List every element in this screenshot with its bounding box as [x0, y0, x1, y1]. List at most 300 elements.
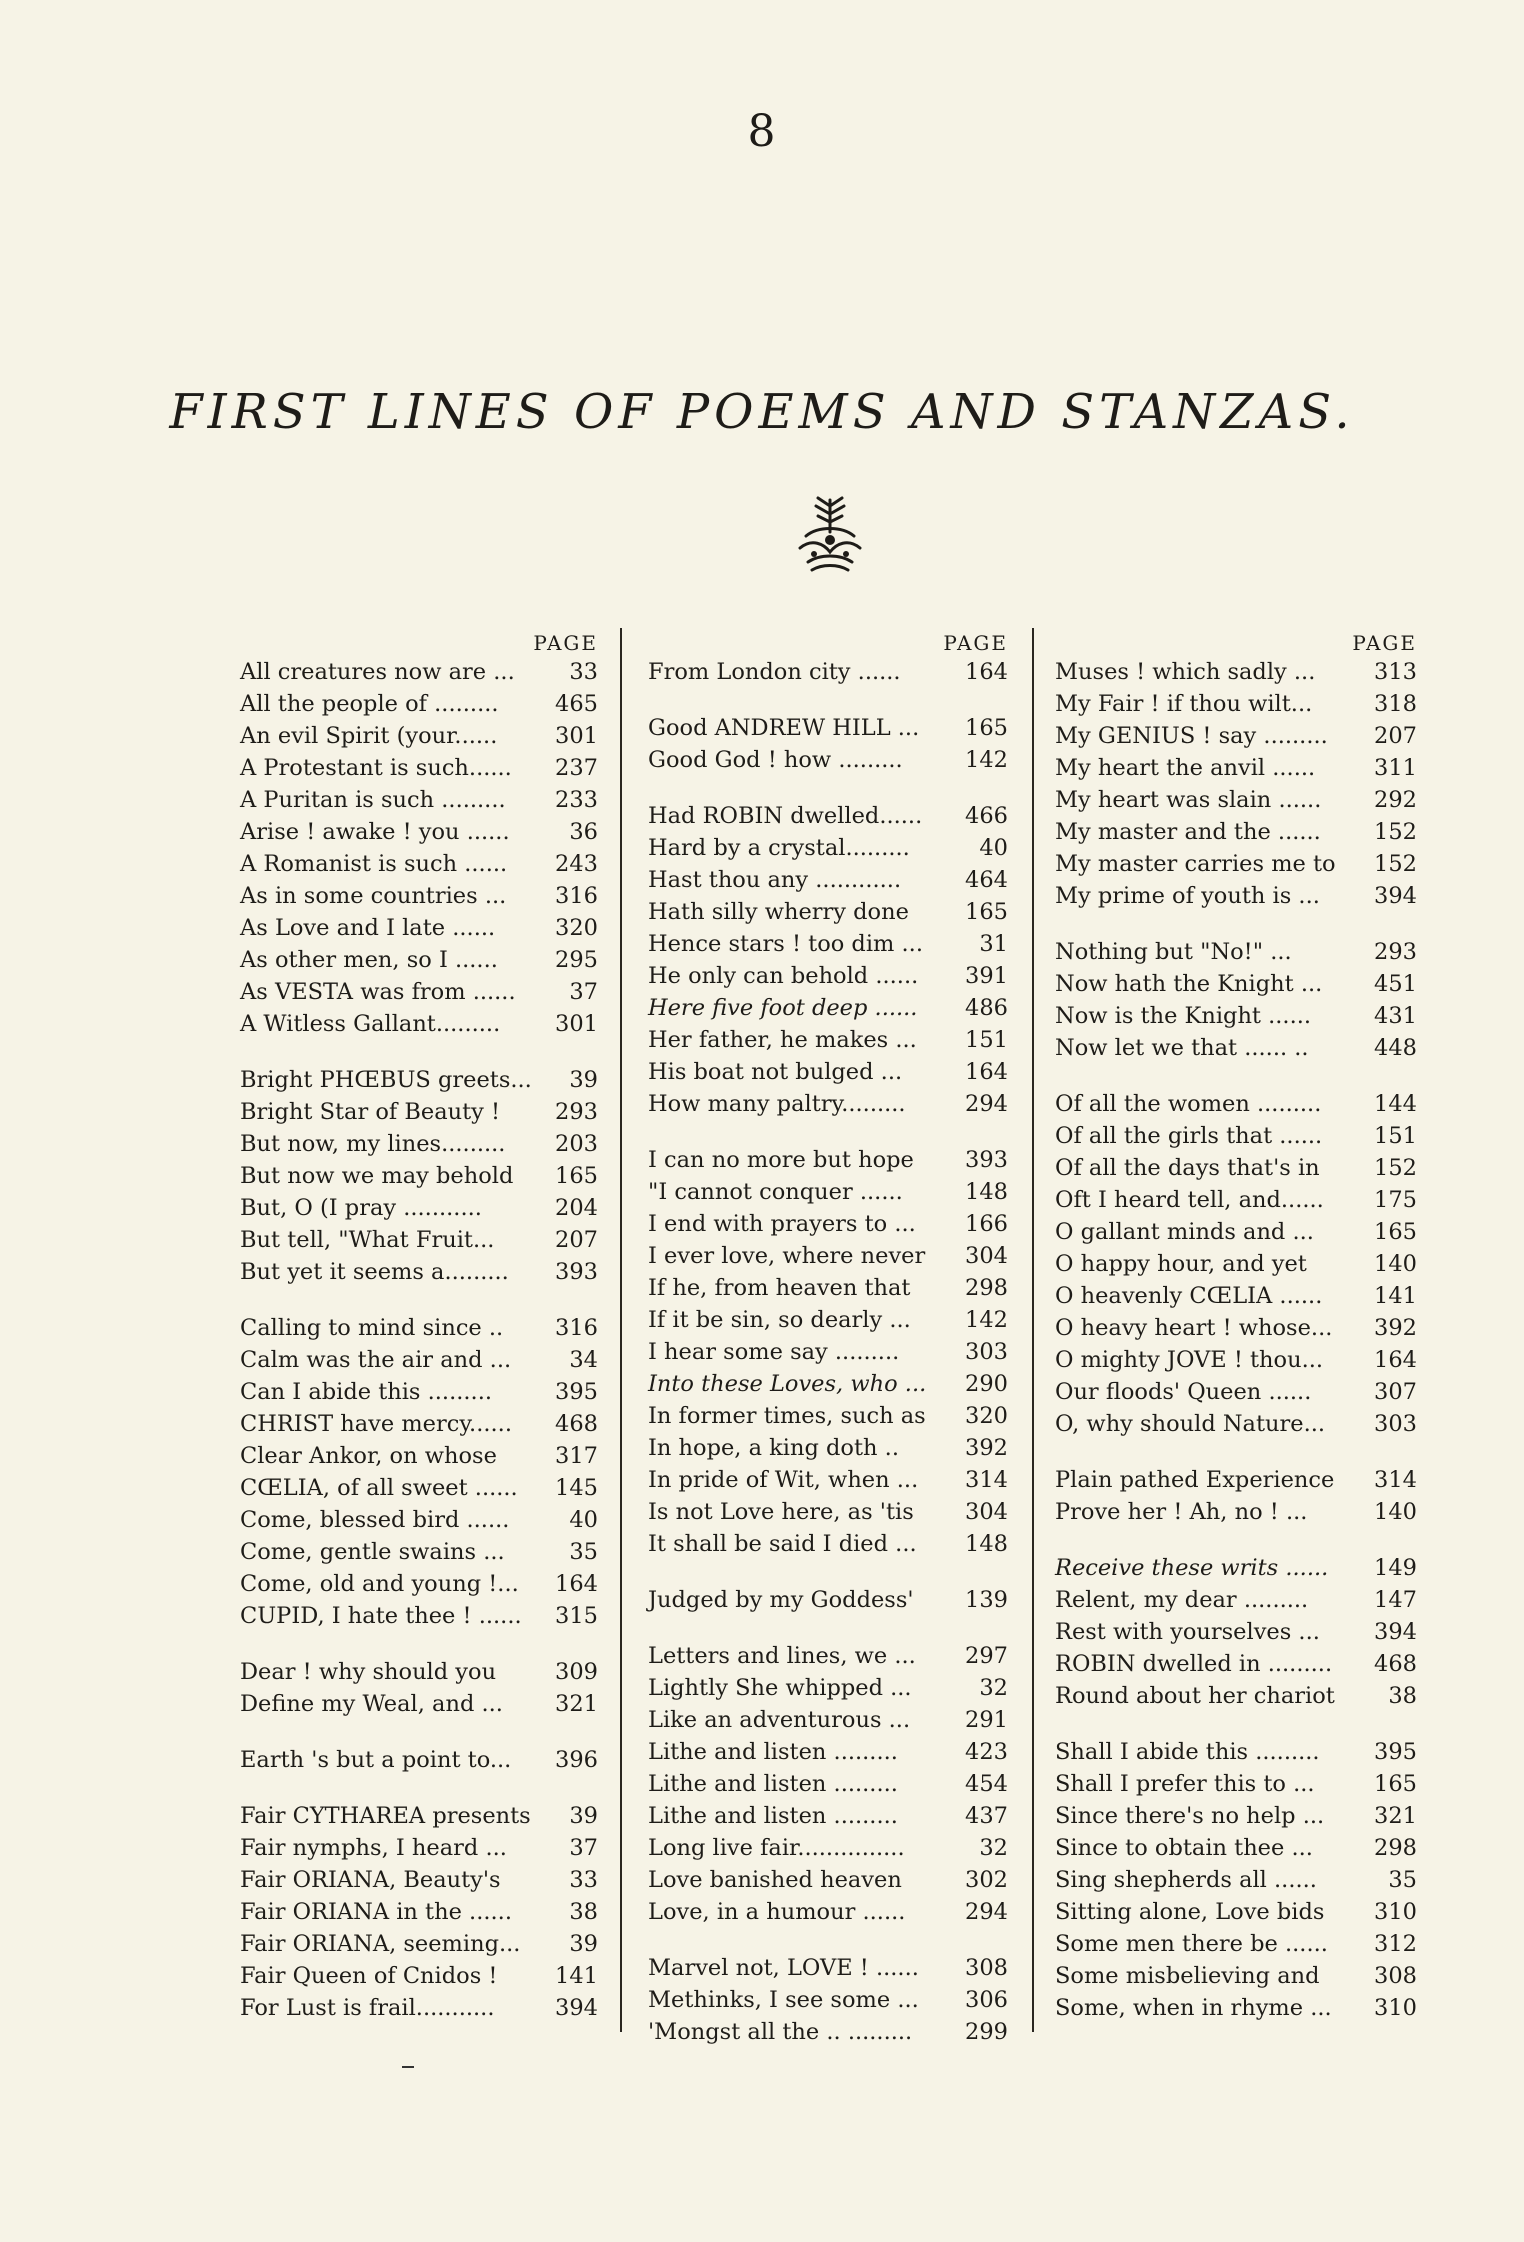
index-entry	[648, 1832, 1008, 1864]
first-line-text: O mighty JOVE ! thou...	[1055, 1347, 1324, 1373]
footer-mark	[402, 2066, 414, 2068]
index-entry	[648, 1208, 1008, 1240]
index-entry	[1055, 936, 1417, 968]
index-column-2	[648, 630, 1008, 2045]
page-column-header: PAGE	[943, 631, 1008, 655]
first-line-text: How many paltry.........	[648, 1091, 906, 1117]
index-entry	[1055, 1152, 1417, 1184]
first-line-text: Long live fair...............	[648, 1835, 905, 1861]
index-entry	[648, 1088, 1008, 1120]
index-entry	[1055, 880, 1417, 912]
page-reference: 310	[1374, 1995, 1417, 2021]
group-spacer	[648, 1928, 1008, 1952]
page-reference: 37	[569, 1835, 598, 1861]
index-entry	[240, 1408, 598, 1440]
page-reference: 464	[965, 867, 1008, 893]
first-line-text: Marvel not, LOVE ! ......	[648, 1955, 919, 1981]
page-reference: 294	[965, 1091, 1008, 1117]
index-entry	[648, 1672, 1008, 1704]
page-reference: 465	[555, 691, 598, 717]
index-entry	[648, 1240, 1008, 1272]
first-line-text: Love, in a humour ......	[648, 1899, 906, 1925]
page-reference: 320	[555, 915, 598, 941]
index-entry	[240, 848, 598, 880]
page-reference: 165	[555, 1163, 598, 1189]
page-reference: 39	[569, 1803, 598, 1829]
page-reference: 391	[965, 963, 1008, 989]
index-entry	[1055, 1960, 1417, 1992]
index-entry	[648, 712, 1008, 744]
first-line-text: It shall be said I died ...	[648, 1531, 917, 1557]
index-entry	[240, 1504, 598, 1536]
group-spacer	[648, 1560, 1008, 1584]
index-entry	[648, 832, 1008, 864]
first-line-text: My heart was slain ......	[1055, 787, 1322, 813]
page-reference: 204	[555, 1195, 598, 1221]
first-line-text: But, O (I pray ...........	[240, 1195, 482, 1221]
group-spacer	[1055, 1528, 1417, 1552]
index-entry	[240, 1536, 598, 1568]
first-line-text: A Protestant is such......	[240, 755, 512, 781]
index-entry	[240, 912, 598, 944]
page-reference: 298	[965, 1275, 1008, 1301]
index-entry	[240, 656, 598, 688]
page-reference: 139	[965, 1587, 1008, 1613]
index-entry	[1055, 1408, 1417, 1440]
index-entry	[648, 1400, 1008, 1432]
first-line-text: In hope, a king doth ..	[648, 1435, 899, 1461]
index-entry	[240, 944, 598, 976]
page-reference: 39	[569, 1067, 598, 1093]
first-line-text: But tell, "What Fruit...	[240, 1227, 495, 1253]
first-line-text: Of all the girls that ......	[1055, 1123, 1323, 1149]
first-line-text: Relent, my dear .........	[1055, 1587, 1309, 1613]
index-entry	[1055, 1248, 1417, 1280]
first-line-text: Lithe and listen .........	[648, 1803, 898, 1829]
first-line-text: But now, my lines.........	[240, 1131, 506, 1157]
index-entry	[1055, 1736, 1417, 1768]
first-line-text: "I cannot conquer ......	[648, 1179, 903, 1205]
index-entry	[648, 1176, 1008, 1208]
page-reference: 304	[965, 1499, 1008, 1525]
page-reference: 164	[965, 659, 1008, 685]
first-line-text: Shall I prefer this to ...	[1055, 1771, 1315, 1797]
page-reference: 165	[1374, 1219, 1417, 1245]
index-entry	[648, 960, 1008, 992]
page-reference: 313	[1374, 659, 1417, 685]
first-line-text: His boat not bulged ...	[648, 1059, 903, 1085]
index-entry	[648, 1432, 1008, 1464]
index-entry	[648, 1144, 1008, 1176]
index-entry	[648, 1528, 1008, 1560]
page-reference: 321	[1374, 1803, 1417, 1829]
page-reference: 431	[1374, 1003, 1417, 1029]
index-entry	[1055, 1032, 1417, 1064]
page-reference: 165	[1374, 1771, 1417, 1797]
index-entry	[240, 1376, 598, 1408]
index-entry	[240, 1656, 598, 1688]
index-entry	[240, 1896, 598, 1928]
first-line-text: In former times, such as	[648, 1403, 926, 1429]
first-line-text: Into these Loves, who ...	[648, 1371, 927, 1397]
first-line-text: Since to obtain thee ...	[1055, 1835, 1313, 1861]
first-line-text: As Love and I late ......	[240, 915, 496, 941]
index-entry	[240, 720, 598, 752]
page-title: FIRST LINES OF POEMS AND STANZAS.	[169, 384, 1355, 440]
page-reference: 315	[555, 1603, 598, 1629]
page-reference: 316	[555, 1315, 598, 1341]
index-entry	[1055, 1000, 1417, 1032]
first-line-text: A Witless Gallant.........	[240, 1011, 501, 1037]
first-line-text: Is not Love here, as 'tis	[648, 1499, 914, 1525]
first-line-text: Come, blessed bird ......	[240, 1507, 510, 1533]
page-reference: 38	[1388, 1683, 1417, 1709]
page-reference: 317	[555, 1443, 598, 1469]
first-line-text: As other men, so I ......	[240, 947, 498, 973]
index-entry	[1055, 1184, 1417, 1216]
page-reference: 392	[965, 1435, 1008, 1461]
first-line-text: Fair CYTHAREA presents	[240, 1803, 531, 1829]
index-entry	[648, 1336, 1008, 1368]
first-line-text: An evil Spirit (your......	[240, 723, 498, 749]
index-entry	[1055, 1648, 1417, 1680]
first-line-text: Now let we that ...... ..	[1055, 1035, 1309, 1061]
first-line-text: Clear Ankor, on whose	[240, 1443, 497, 1469]
first-line-text: I hear some say .........	[648, 1339, 900, 1365]
index-entry	[648, 1584, 1008, 1616]
first-line-text: Her father, he makes ...	[648, 1027, 917, 1053]
index-entry	[648, 1024, 1008, 1056]
first-line-text: In pride of Wit, when ...	[648, 1467, 919, 1493]
first-line-text: Sitting alone, Love bids	[1055, 1899, 1325, 1925]
page-reference: 140	[1374, 1251, 1417, 1277]
page-reference: 151	[1374, 1123, 1417, 1149]
index-entry	[1055, 784, 1417, 816]
page-reference: 423	[965, 1739, 1008, 1765]
first-line-text: CUPID, I hate thee ! ......	[240, 1603, 522, 1629]
page-reference: 293	[1374, 939, 1417, 965]
page-reference: 392	[1374, 1315, 1417, 1341]
page-reference: 36	[569, 819, 598, 845]
page-reference: 316	[555, 883, 598, 909]
first-line-text: Shall I abide this .........	[1055, 1739, 1320, 1765]
first-line-text: I end with prayers to ...	[648, 1211, 916, 1237]
page-column-header: PAGE	[1352, 631, 1417, 655]
page-reference: 165	[965, 715, 1008, 741]
index-entry	[1055, 1584, 1417, 1616]
first-line-text: CHRIST have mercy......	[240, 1411, 512, 1437]
page-reference: 39	[569, 1931, 598, 1957]
first-line-text: ROBIN dwelled in .........	[1055, 1651, 1333, 1677]
first-line-text: CŒLIA, of all sweet ......	[240, 1475, 518, 1501]
page-reference: 308	[965, 1955, 1008, 1981]
page-reference: 468	[555, 1411, 598, 1437]
index-entry	[648, 1768, 1008, 1800]
page-reference: 301	[555, 1011, 598, 1037]
index-entry	[1055, 1768, 1417, 1800]
index-entry	[240, 1744, 598, 1776]
page-reference: 37	[569, 979, 598, 1005]
page-reference: 40	[569, 1507, 598, 1533]
index-entry	[1055, 1376, 1417, 1408]
index-entry	[240, 1688, 598, 1720]
first-line-text: Fair ORIANA, seeming...	[240, 1931, 521, 1957]
index-entry	[1055, 1216, 1417, 1248]
index-entry	[240, 1440, 598, 1472]
page-reference: 302	[965, 1867, 1008, 1893]
first-line-text: Muses ! which sadly ...	[1055, 659, 1316, 685]
first-line-text: A Puritan is such .........	[240, 787, 506, 813]
page-reference: 394	[1374, 1619, 1417, 1645]
first-line-text: My Fair ! if thou wilt...	[1055, 691, 1313, 717]
index-entry	[1055, 1992, 1417, 2024]
first-line-text: Come, old and young !...	[240, 1571, 519, 1597]
page-reference: 307	[1374, 1379, 1417, 1405]
index-entry	[1055, 1864, 1417, 1896]
first-line-text: Like an adventurous ...	[648, 1707, 911, 1733]
index-entry	[240, 752, 598, 784]
page-reference: 304	[965, 1243, 1008, 1269]
page-reference: 303	[1374, 1411, 1417, 1437]
index-entry	[240, 1312, 598, 1344]
first-line-text: Fair ORIANA, Beauty's	[240, 1867, 501, 1893]
group-spacer	[240, 1040, 598, 1064]
first-line-text: Plain pathed Experience	[1055, 1467, 1335, 1493]
index-entry	[240, 1008, 598, 1040]
first-line-text: All creatures now are ...	[240, 659, 515, 685]
page-reference: 312	[1374, 1931, 1417, 1957]
group-spacer	[648, 1120, 1008, 1144]
page-reference: 294	[965, 1899, 1008, 1925]
first-line-text: Oft I heard tell, and......	[1055, 1187, 1324, 1213]
first-line-text: Define my Weal, and ...	[240, 1691, 503, 1717]
page-reference: 394	[1374, 883, 1417, 909]
first-line-text: I ever love, where never	[648, 1243, 926, 1269]
page-reference: 203	[555, 1131, 598, 1157]
page-reference: 314	[1374, 1467, 1417, 1493]
first-line-text: Nothing but "No!" ...	[1055, 939, 1292, 965]
index-entry	[648, 1984, 1008, 2016]
group-spacer	[648, 1616, 1008, 1640]
index-entry	[648, 1864, 1008, 1896]
group-spacer	[648, 776, 1008, 800]
first-line-text: Fair Queen of Cnidos !	[240, 1963, 498, 1989]
first-line-text: Lithe and listen .........	[648, 1771, 898, 1797]
group-spacer	[240, 1288, 598, 1312]
index-entry	[1055, 1312, 1417, 1344]
index-entry	[240, 1600, 598, 1632]
first-line-text: If it be sin, so dearly ...	[648, 1307, 911, 1333]
first-line-text: Our floods' Queen ......	[1055, 1379, 1312, 1405]
page-reference: 207	[555, 1227, 598, 1253]
page-reference: 164	[555, 1571, 598, 1597]
index-entry	[648, 928, 1008, 960]
page-reference: 35	[1388, 1867, 1417, 1893]
first-line-text: Round about her chariot	[1055, 1683, 1335, 1709]
index-entry	[648, 1304, 1008, 1336]
first-line-text: O, why should Nature...	[1055, 1411, 1326, 1437]
index-entry	[240, 1960, 598, 1992]
first-line-text: Prove her ! Ah, no ! ...	[1055, 1499, 1308, 1525]
page-reference: 454	[965, 1771, 1008, 1797]
first-line-text: Receive these writs ......	[1055, 1555, 1329, 1581]
page-reference: 395	[555, 1379, 598, 1405]
index-entry	[648, 800, 1008, 832]
page-reference: 141	[1374, 1283, 1417, 1309]
index-entry	[240, 1128, 598, 1160]
page-reference: 393	[965, 1147, 1008, 1173]
first-line-text: As in some countries ...	[240, 883, 507, 909]
page-reference: 395	[1374, 1739, 1417, 1765]
first-line-text: Come, gentle swains ...	[240, 1539, 505, 1565]
index-entry	[648, 1496, 1008, 1528]
first-line-text: O heavy heart ! whose...	[1055, 1315, 1333, 1341]
first-line-text: Sing shepherds all ......	[1055, 1867, 1317, 1893]
page-reference: 320	[965, 1403, 1008, 1429]
index-entry	[1055, 816, 1417, 848]
index-entry	[1055, 1496, 1417, 1528]
page-reference: 303	[965, 1339, 1008, 1365]
index-entry	[1055, 752, 1417, 784]
index-entry	[1055, 1344, 1417, 1376]
index-entry	[240, 1224, 598, 1256]
first-line-text: For Lust is frail...........	[240, 1995, 495, 2021]
page-reference: 34	[569, 1347, 598, 1373]
first-line-text: Hath silly wherry done	[648, 899, 909, 925]
first-line-text: All the people of .........	[240, 691, 499, 717]
page-reference: 144	[1374, 1091, 1417, 1117]
first-line-text: Letters and lines, we ...	[648, 1643, 916, 1669]
first-line-text: Earth 's but a point to...	[240, 1747, 512, 1773]
page-reference: 165	[965, 899, 1008, 925]
index-entry	[1055, 848, 1417, 880]
page-reference: 141	[555, 1963, 598, 1989]
index-entry	[648, 1056, 1008, 1088]
page-reference: 142	[965, 1307, 1008, 1333]
first-line-text: Of all the days that's in	[1055, 1155, 1320, 1181]
page-reference: 293	[555, 1099, 598, 1125]
page-reference: 207	[1374, 723, 1417, 749]
index-column-1	[240, 630, 598, 2042]
page-reference: 148	[965, 1179, 1008, 1205]
page-reference: 306	[965, 1987, 1008, 2013]
index-entry	[1055, 1800, 1417, 1832]
first-line-text: Methinks, I see some ...	[648, 1987, 919, 2013]
first-line-text: Love banished heaven	[648, 1867, 902, 1893]
index-entry	[1055, 656, 1417, 688]
index-entry	[648, 744, 1008, 776]
first-line-text: If he, from heaven that	[648, 1275, 911, 1301]
index-entry	[1055, 1832, 1417, 1864]
page-reference: 301	[555, 723, 598, 749]
first-line-text: My prime of youth is ...	[1055, 883, 1320, 909]
first-line-text: My master carries me to	[1055, 851, 1336, 877]
floral-ornament-icon	[788, 492, 872, 576]
index-entry	[648, 1464, 1008, 1496]
first-line-text: He only can behold ......	[648, 963, 919, 989]
first-line-text: Calling to mind since ..	[240, 1315, 504, 1341]
index-entry	[240, 1096, 598, 1128]
page-reference: 291	[965, 1707, 1008, 1733]
page-reference: 233	[555, 787, 598, 813]
page-reference: 149	[1374, 1555, 1417, 1581]
first-line-text: A Romanist is such ......	[240, 851, 508, 877]
group-spacer	[240, 1776, 598, 1800]
index-entry	[1055, 1680, 1417, 1712]
index-entry	[240, 1832, 598, 1864]
group-spacer	[648, 688, 1008, 712]
page-reference: 164	[965, 1059, 1008, 1085]
first-line-text: Some misbelieving and	[1055, 1963, 1320, 1989]
page-reference: 152	[1374, 1155, 1417, 1181]
page-reference: 311	[1374, 755, 1417, 781]
page-reference: 38	[569, 1899, 598, 1925]
index-entry	[1055, 1280, 1417, 1312]
index-entry	[648, 656, 1008, 688]
page-number: 8	[747, 106, 777, 157]
index-entry	[1055, 968, 1417, 1000]
page-reference: 243	[555, 851, 598, 877]
index-entry	[1055, 1928, 1417, 1960]
page-reference: 437	[965, 1803, 1008, 1829]
first-line-text: But now we may behold	[240, 1163, 514, 1189]
first-line-text: O heavenly CŒLIA ......	[1055, 1283, 1323, 1309]
index-entry	[240, 1160, 598, 1192]
first-line-text: Now hath the Knight ...	[1055, 971, 1323, 997]
index-entry	[240, 784, 598, 816]
page-reference: 290	[965, 1371, 1008, 1397]
first-line-text: O gallant minds and ...	[1055, 1219, 1314, 1245]
index-entry	[648, 1272, 1008, 1304]
index-entry	[648, 864, 1008, 896]
page-reference: 152	[1374, 851, 1417, 877]
index-entry	[1055, 1464, 1417, 1496]
first-line-text: Lightly She whipped ...	[648, 1675, 912, 1701]
index-entry	[240, 1992, 598, 2024]
page-reference: 318	[1374, 691, 1417, 717]
page-reference: 33	[569, 659, 598, 685]
page-reference: 297	[965, 1643, 1008, 1669]
first-line-text: Fair nymphs, I heard ...	[240, 1835, 507, 1861]
index-entry	[648, 1952, 1008, 1984]
page-reference: 40	[979, 835, 1008, 861]
page-reference: 321	[555, 1691, 598, 1717]
index-entry	[240, 816, 598, 848]
first-line-text: Lithe and listen .........	[648, 1739, 898, 1765]
group-spacer	[1055, 912, 1417, 936]
page-reference: 175	[1374, 1187, 1417, 1213]
first-line-text: Hence stars ! too dim ...	[648, 931, 923, 957]
first-line-text: Bright PHŒBUS greets...	[240, 1067, 532, 1093]
page-reference: 486	[965, 995, 1008, 1021]
index-entry	[240, 880, 598, 912]
group-spacer	[240, 1632, 598, 1656]
page-reference: 394	[555, 1995, 598, 2021]
first-line-text: Hast thou any ............	[648, 867, 902, 893]
index-entry	[648, 896, 1008, 928]
index-entry	[648, 992, 1008, 1024]
page-reference: 147	[1374, 1587, 1417, 1613]
first-line-text: My heart the anvil ......	[1055, 755, 1316, 781]
page-reference: 314	[965, 1467, 1008, 1493]
first-line-text: Good ANDREW HILL ...	[648, 715, 920, 741]
first-line-text: Some men there be ......	[1055, 1931, 1328, 1957]
page-reference: 33	[569, 1867, 598, 1893]
page-reference: 295	[555, 947, 598, 973]
page-reference: 152	[1374, 819, 1417, 845]
page-reference: 298	[1374, 1835, 1417, 1861]
page-reference: 396	[555, 1747, 598, 1773]
